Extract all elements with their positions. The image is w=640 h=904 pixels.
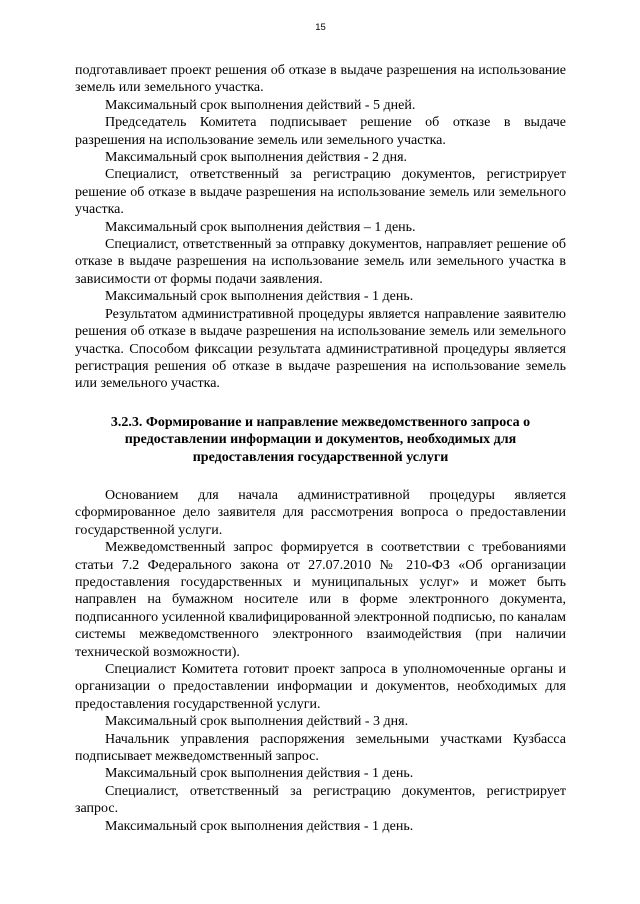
paragraph: подготавливает проект решения об отказе в выдаче разрешения на использование земель или земельного участка. bbox=[75, 63, 566, 96]
body-block-1 bbox=[75, 62, 566, 393]
paragraph: Начальник управления распоряжения земельными участками Кузбасса подписывает межведомственный запрос. bbox=[75, 731, 566, 765]
page-number: 15 bbox=[315, 22, 326, 33]
section-heading: 3.2.3. Формирование и направление межведомственного запроса о предоставлении информации и документов, необходимых для предоставления государственной услуги bbox=[110, 414, 531, 465]
paragraph: Максимальный срок выполнения действия - 1 день. bbox=[105, 818, 414, 834]
paragraph: Специалист, ответственный за регистрацию документов, регистрирует запрос. bbox=[75, 783, 566, 817]
paragraph: Максимальный срок выполнения действия – 1 день. bbox=[105, 219, 416, 235]
paragraph: Председатель Комитета подписывает решение об отказе в выдаче разрешения на использование земель или земельного участка. bbox=[75, 115, 566, 148]
paragraph: Специалист, ответственный за регистрацию документов, регистрирует решение об отказе в выдаче разрешения на использование земель или земельного участка. bbox=[75, 167, 566, 218]
paragraph: Максимальный срок выполнения действия - 1 день. bbox=[105, 766, 414, 782]
paragraph: Основанием для начала административной процедуры является сформированное дело заявителя для рассмотрения вопроса о предоставлении государственной услуги. bbox=[75, 487, 566, 538]
paragraph: Максимальный срок выполнения действия - 2 дня. bbox=[105, 150, 408, 166]
paragraph: Максимальный срок выполнения действия - 1 день. bbox=[105, 289, 414, 305]
paragraph: Результатом административной процедуры является направление заявителю решения об отказе в выдаче разрешения на использование земель или земельного участка. Способом фиксации результата административной процедуры является регистрация решения об отказе в выдаче разрешения на использование земель или земельного участка. bbox=[75, 306, 566, 392]
paragraph: Специалист Комитета готовит проект запроса в уполномоченные органы и организации о предоставлении информации и документов, необходимых для предоставления государственной услуги. bbox=[75, 662, 566, 712]
paragraph: Максимальный срок выполнения действий - 5 дней. bbox=[105, 97, 416, 113]
body-block-2 bbox=[75, 487, 566, 835]
paragraph: Максимальный срок выполнения действий - 3 дня. bbox=[105, 714, 409, 730]
paragraph: Специалист, ответственный за отправку документов, направляет решение об отказе в выдаче разрешения на использование земель или земельного участка в зависимости от формы подачи заявления. bbox=[75, 237, 566, 287]
paragraph: Межведомственный запрос формируется в соответствии с требованиями статьи 7.2 Федерального закона от 27.07.2010 № 210-ФЗ «Об организации предоставления государственных и муниципальных услуг» и может быть направлен на бумажном носителе или в форме электронного документа, подписанного усиленной квалифицированной электронной подписью, по каналам системы межведомственного электронного взаимодействия (при наличии технической возможности). bbox=[75, 540, 566, 660]
